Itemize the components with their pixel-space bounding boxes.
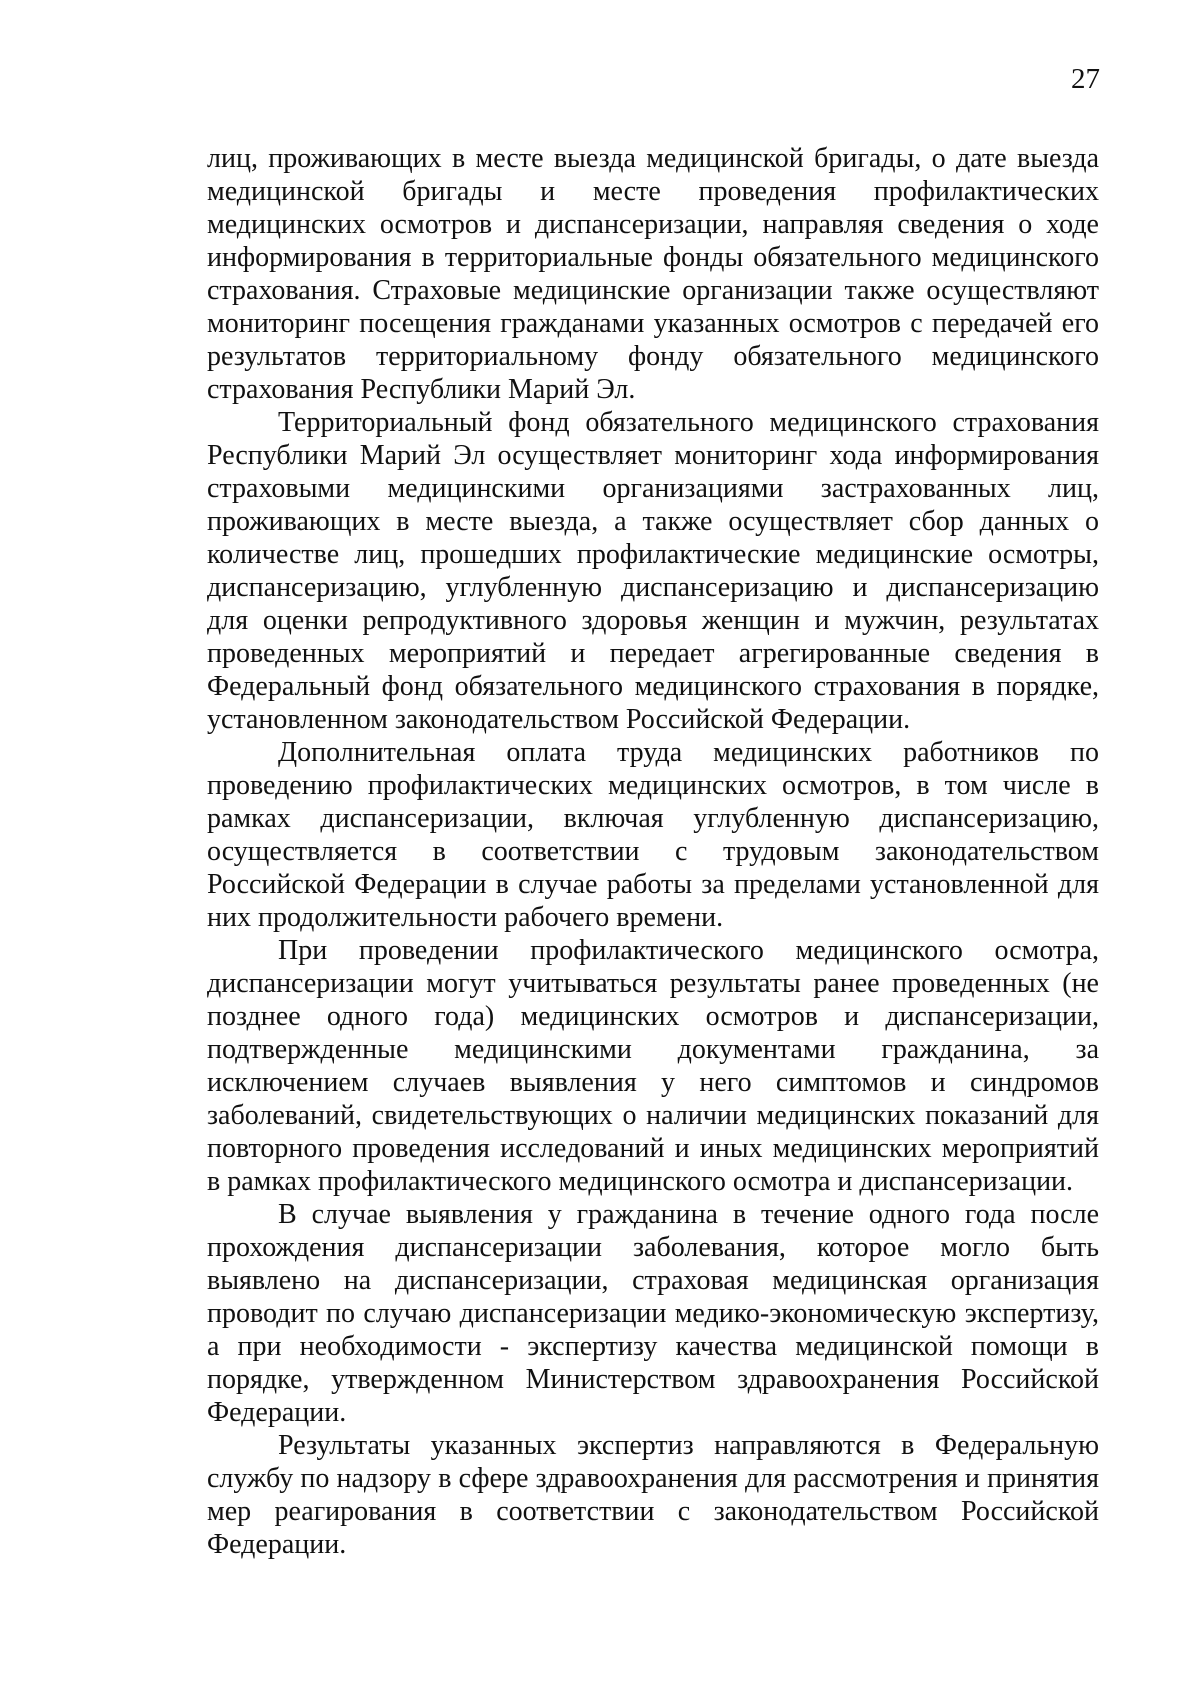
paragraph-previous-results: При проведении профилактического медицинского осмотра, диспансеризации могут учитываться результаты ранее проведенных (не позднее одного года) медицинских осмотров и диспансеризации, подтвержденные медицинскими документами гражданина, за исключением случаев выявления у него симптомов и синдромов заболеваний, свидетельствующих о наличии медицинских показаний для повторного проведения исследований и иных медицинских мероприятий в рамках профилактического медицинского осмотра и диспансеризации. [207, 935, 1099, 1197]
document-body [207, 142, 1099, 1561]
paragraph-territorial-fund: Территориальный фонд обязательного медицинского страхования Республики Марий Эл осуществляет мониторинг хода информирования страховыми медицинскими организациями застрахованных лиц, проживающих в месте выезда, а также осуществляет сбор данных о количестве лиц, прошедших профилактические медицинские осмотры, диспансеризацию, углубленную диспансеризацию и диспансеризацию для оценки репродуктивного здоровья женщин и мужчин, результатах проведенных мероприятий и передает агрегированные сведения в Федеральный фонд обязательного медицинского страхования в порядке, установленном законодательством Российской Федерации. [207, 407, 1099, 735]
paragraph-continuation: лиц, проживающих в месте выезда медицинской бригады, о дате выезда медицинской бригады и месте проведения профилактических медицинских осмотров и диспансеризации, направляя сведения о ходе информирования в территориальные фонды обязательного медицинского страхования. Страховые медицинские организации также осуществляют мониторинг посещения гражданами указанных осмотров с передачей его результатов территориальному фонду обязательного медицинского страхования Республики Марий Эл. [207, 143, 1099, 405]
page-number: 27 [1071, 63, 1100, 95]
paragraph-additional-payment: Дополнительная оплата труда медицинских работников по проведению профилактических медицинских осмотров, в том числе в рамках диспансеризации, включая углубленную диспансеризацию, осуществляется в соответствии с трудовым законодательством Российской Федерации в случае работы за пределами установленной для них продолжительности рабочего времени. [207, 737, 1099, 933]
paragraph-expertise: В случае выявления у гражданина в течение одного года после прохождения диспансеризации заболевания, которое могло быть выявлено на диспансеризации, страховая медицинская организация проводит по случаю диспансеризации медико-экономическую экспертизу, а при необходимости - экспертизу качества медицинской помощи в порядке, утвержденном Министерством здравоохранения Российской Федерации. [207, 1199, 1099, 1428]
paragraph-expertise-results: Результаты указанных экспертиз направляются в Федеральную службу по надзору в сфере здравоохранения для рассмотрения и принятия мер реагирования в соответствии с законодательством Российской Федерации. [207, 1430, 1099, 1560]
